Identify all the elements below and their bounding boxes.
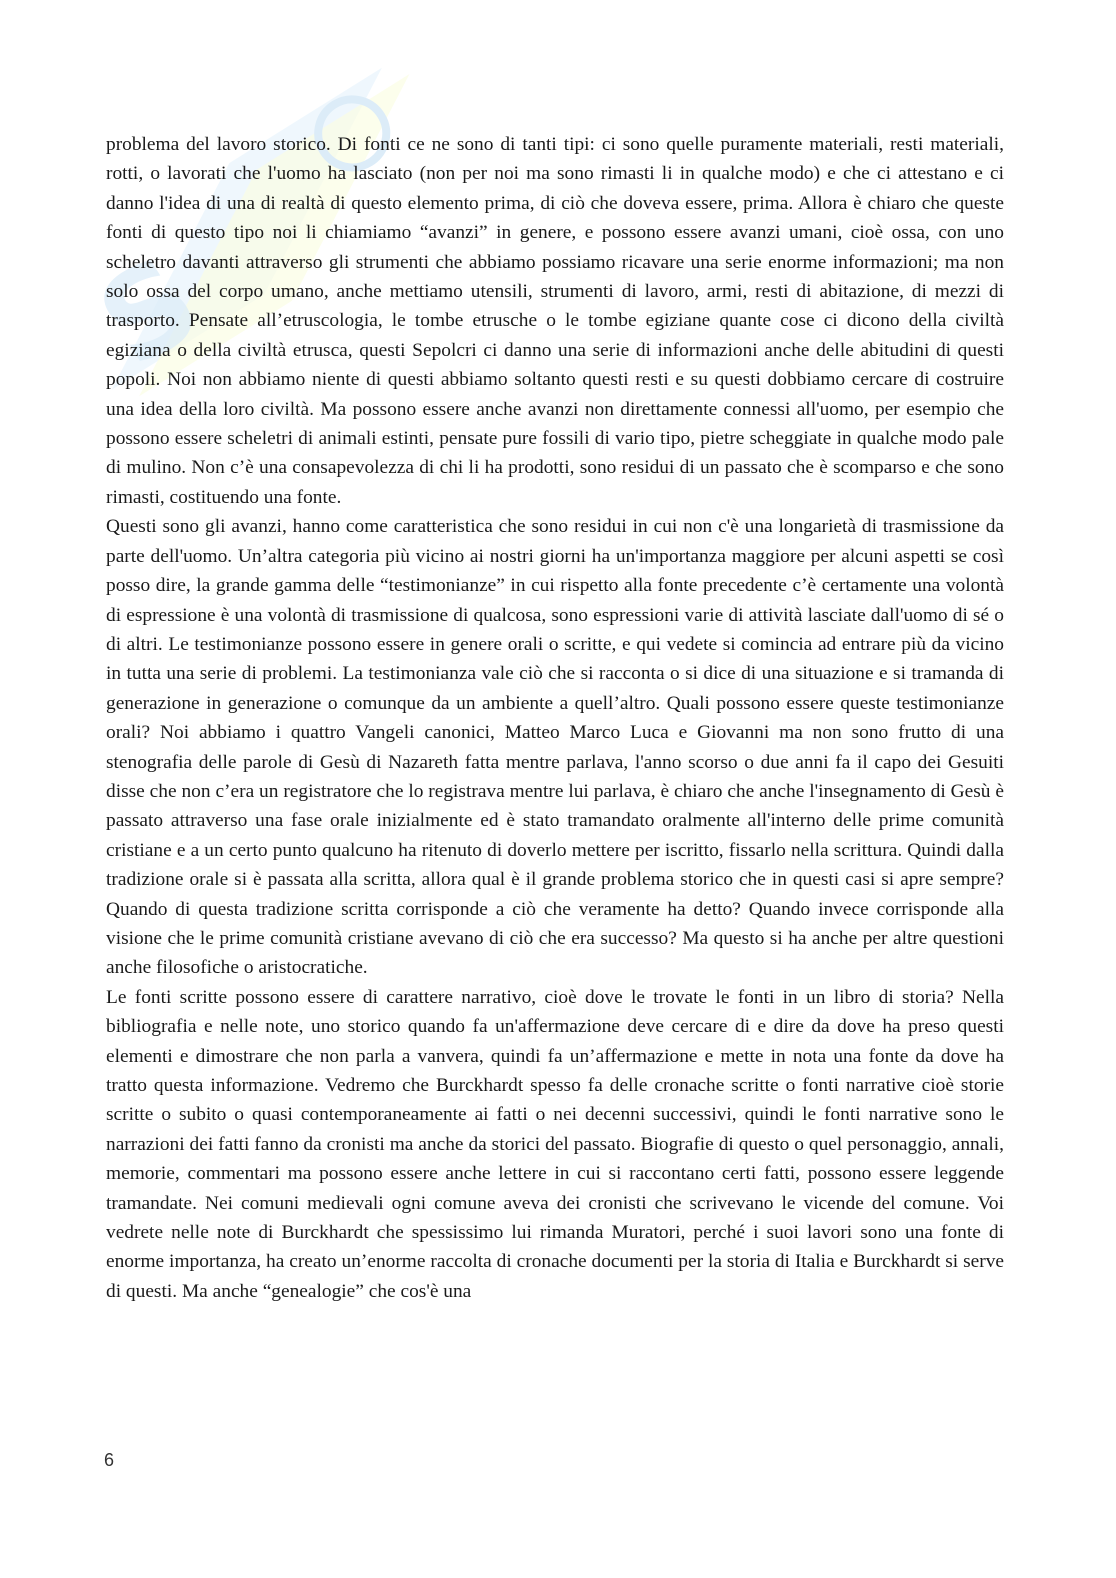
svg-text:S: S	[76, 230, 224, 395]
paragraph-1: problema del lavoro storico. Di fonti ce ne sono di tanti tipi: ci sono quelle puramente materiali, resti materiali, rotti, o lavorati che l'uomo ha lasciato (non per noi ma sono rimasti li in qualche modo) e che ci attestano e ci danno l'idea di una di realtà di questo elemento prima, di ciò che doveva essere, prima. Allora è chiaro che queste fonti di questo tipo noi li chiamiamo “avanzi” in genere, e possono essere avanzi umani, cioè ossa, con uno scheletro davanti attraverso gli strumenti che abbiamo possiamo ricavare una serie enorme informazioni; ma non solo ossa del corpo umano, anche mettiamo utensili, strumenti di lavoro, armi, resti di abitazione, di mezzi di trasporto. Pensate all’etruscologia, le tombe etrusche o le tombe egiziane quante cose ci dicono della civiltà egiziana o della civiltà etrusca, questi Sepolcri ci danno una serie di informazioni anche delle abitudini di questi popoli. Noi non abbiamo niente di questi abbiamo soltanto questi resti e su questi dobbiamo cercare di costruire una idea della loro civiltà. Ma possono essere anche avanzi non direttamente connessi all'uomo, per esempio che possono essere scheletri di animali estinti, pensate pure fossili di vario tipo, pietre scheggiate in qualche modo pale di mulino. Non c’è una consapevolezza di chi li ha prodotti, sono residui di un passato che è scomparso e che sono rimasti, costituendo una fonte.	[106, 134, 1004, 508]
document-body	[106, 130, 1004, 1306]
paragraph-2: Questi sono gli avanzi, hanno come caratteristica che sono residui in cui non c'è una longarietà di trasmissione da parte dell'uomo. Un’altra categoria più vicino ai nostri giorni ha un'importanza maggiore per alcuni aspetti se così posso dire, la grande gamma delle “testimonianze” in cui rispetto alla fonte precedente c’è certamente una volontà di espressione è una volontà di trasmissione di qualcosa, sono espressioni varie di attività lasciate dall'uomo di sé o di altri. Le testimonianze possono essere in genere orali o scritte, e qui vedete si comincia ad entrare più da vicino in tutta una serie di problemi. La testimonianza vale ciò che si racconta o si dice di una situazione e si tramanda di generazione in generazione o comunque da un ambiente a quell’altro. Quali possono essere queste testimonianze orali? Noi abbiamo i quattro Vangeli canonici, Matteo Marco Luca e Giovanni ma non sono frutto di una stenografia delle parole di Gesù di Nazareth fatta mentre parlava, l'anno scorso o due anni fa il capo dei Gesuiti disse che non c’era un registratore che lo registrava mentre lui parlava, è chiaro che anche l'insegnamento di Gesù è passato attraverso una fase orale inizialmente ed è stato tramandato oralmente all'interno delle prime comunità cristiane e a un certo punto qualcuno ha ritenuto di doverlo mettere per iscritto, fissarlo nella scrittura. Quindi dalla tradizione orale si è passata alla scritta, allora qual è il grande problema storico che in questi casi si apre sempre? Quando di questa tradizione scritta corrisponde a ciò che veramente ha detto? Quando invece corrisponde alla visione che le prime comunità cristiane avevano di ciò che era successo? Ma questo si ha anche per altre questioni anche filosofiche o aristocratiche.	[106, 516, 1004, 979]
paragraph-3: Le fonti scritte possono essere di carattere narrativo, cioè dove le trovate le fonti in un libro di storia? Nella bibliografia e nelle note, uno storico quando fa un'affermazione deve cercare di e dire da dove ha preso questi elementi e dimostrare che non parla a vanvera, quindi fa un’affermazione e mette in nota una fonte da dove ha tratto questa informazione. Vedremo che Burckhardt spesso fa delle cronache scritte o fonti narrative cioè storie scritte o subito o quasi contemporaneamente ai fatti o nei decenni successivi, quindi le fonti narrative sono le narrazioni dei fatti fanno da cronisti ma anche da storici del passato. Biografie di questo o quel personaggio, annali, memorie, commentari ma possono essere anche lettere in cui si raccontano certi fatti, possono essere leggende tramandate. Nei comuni medievali ogni comune aveva dei cronisti che scrivevano le vicende del comune. Voi vedrete nelle note di Burckhardt che spessissimo lui rimanda Muratori, perché i suoi lavori sono una fonte di enorme importanza, ha creato un’enorme raccolta di cronache documenti per la storia di Italia e Burckhardt si serve di questi. Ma anche “genealogie” che cos'è una	[106, 986, 1004, 1302]
page-number: 6	[104, 1450, 115, 1470]
